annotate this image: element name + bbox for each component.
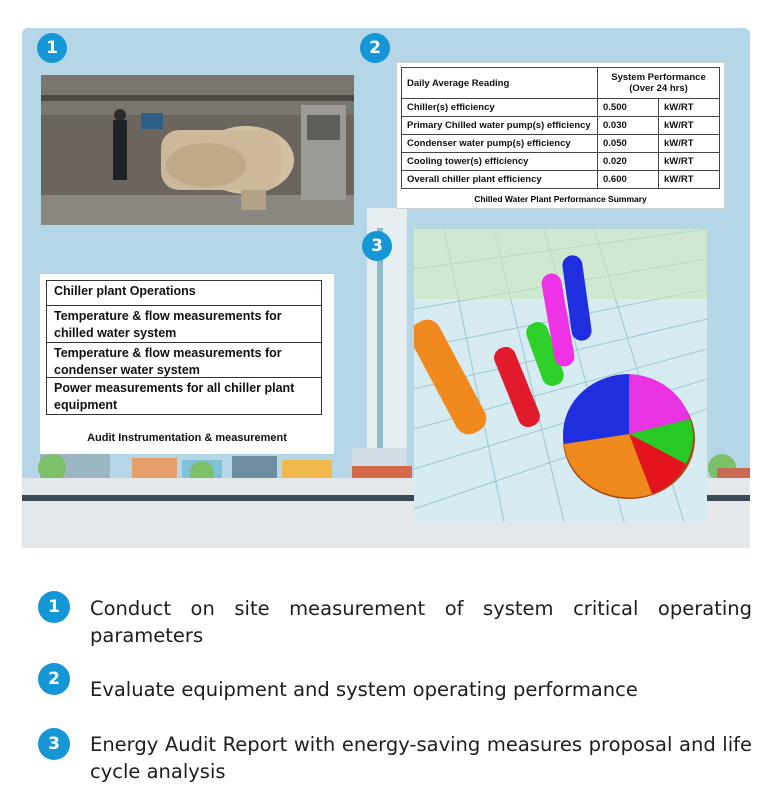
table-row <box>402 171 720 189</box>
row-value: 0.500 <box>598 99 659 117</box>
step-3-text: Energy Audit Report with energy-saving measures proposal and life cycle analysis <box>90 733 752 783</box>
header-label: Daily Average Reading <box>402 68 598 99</box>
report-chart-illustration <box>414 229 707 522</box>
step-badge-2: 2 <box>360 33 390 63</box>
audit-item: Temperature & flow measurements for condenser water system <box>46 342 322 378</box>
row-label: Cooling tower(s) efficiency <box>402 153 598 171</box>
audit-item: Power measurements for all chiller plant equipment <box>46 377 322 415</box>
header-value-line1: System Performance <box>611 72 706 83</box>
row-label: Condenser water pump(s) efficiency <box>402 135 598 153</box>
row-unit: kW/RT <box>659 135 720 153</box>
step-badge-1: 1 <box>38 591 70 623</box>
table-row <box>402 117 720 135</box>
performance-table <box>401 67 720 189</box>
step-2-text: Evaluate equipment and system operating performance <box>90 678 638 701</box>
step-badge-3: 3 <box>362 231 392 261</box>
row-value: 0.020 <box>598 153 659 171</box>
row-unit: kW/RT <box>659 99 720 117</box>
chiller-plant-photo <box>41 75 354 225</box>
audit-item: Temperature & flow measurements for chilled water system <box>46 305 322 343</box>
table-row <box>402 99 720 117</box>
row-label: Overall chiller plant efficiency <box>402 171 598 189</box>
audit-caption: Audit Instrumentation & measurement <box>87 432 287 444</box>
row-value: 0.050 <box>598 135 659 153</box>
audit-instrumentation-card <box>40 274 334 454</box>
header-value <box>598 68 720 99</box>
row-unit: kW/RT <box>659 153 720 171</box>
row-unit: kW/RT <box>659 171 720 189</box>
audit-item: Chiller plant Operations <box>46 280 322 306</box>
step-1-text: Conduct on site measurement of system critical operating parameters <box>90 597 752 647</box>
step-badge-1: 1 <box>37 33 67 63</box>
spreadsheet-chart-image <box>414 229 707 522</box>
row-label: Primary Chilled water pump(s) efficiency <box>402 117 598 135</box>
table-row <box>402 135 720 153</box>
performance-caption: Chilled Water Plant Performance Summary <box>474 194 647 204</box>
row-value: 0.600 <box>598 171 659 189</box>
performance-summary-card <box>396 62 725 209</box>
table-row <box>402 153 720 171</box>
row-value: 0.030 <box>598 117 659 135</box>
step-badge-2: 2 <box>38 663 70 695</box>
row-unit: kW/RT <box>659 117 720 135</box>
row-label: Chiller(s) efficiency <box>402 99 598 117</box>
chiller-plant-image <box>41 75 354 225</box>
header-value-line2: (Over 24 hrs) <box>629 83 688 94</box>
step-badge-3: 3 <box>38 728 70 760</box>
table-header-row <box>402 68 720 99</box>
